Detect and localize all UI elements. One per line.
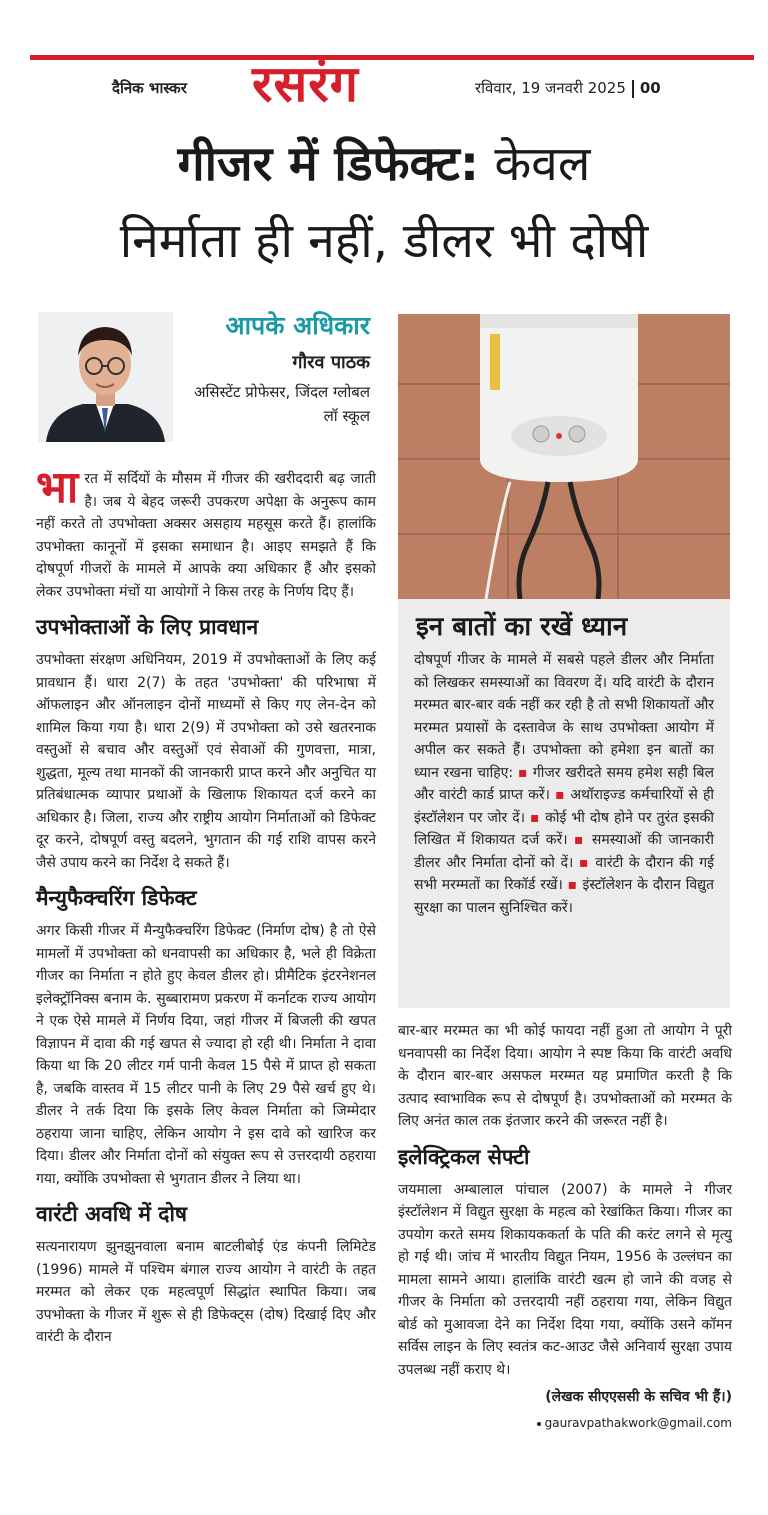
bullet-icon: ▪	[530, 809, 546, 826]
bullet-icon: ▪	[518, 764, 533, 781]
water-heater-icon	[398, 314, 730, 599]
newspaper-name: दैनिक भास्कर	[112, 79, 187, 97]
headline-line-1	[0, 135, 768, 193]
tips-box-text	[414, 649, 714, 919]
tips-box	[398, 599, 730, 1008]
author-email: gauravpathakwork@gmail.com	[544, 1416, 732, 1430]
bullet-icon: ▪	[555, 787, 571, 803]
article-column-right	[398, 1020, 732, 1430]
tip-item: समस्याओं की जानकारी डीलर और निर्माता दोनों को दें।	[414, 832, 714, 871]
bullet-dot-icon	[537, 1422, 541, 1426]
tip-item: गीजर खरीदते समय हमेश सही बिल और वारंटी कार्ड प्राप्त करें।	[414, 764, 714, 803]
section-text-provisions: उपभोक्ता संरक्षण अधिनियम, 2019 में उपभोक्ताओं के लिए कई प्रावधान हैं। धारा 2(7) के तहत 'उपभोक्ता' की परिभाषा में ऑफलाइन और ऑनलाइन दोनों माध्यमों से किए गए लेन-देन को शामिल किया गया है। धारा 2(9) में उपभोक्ता को उसे खतरनाक वस्तुओं से बचाव और वस्तुओं एवं सेवाओं की गुणवत्ता, मात्रा, शुद्धता, मूल्य तथा मानकों की जानकारी प्राप्त करने और अनुचित या प्रतिबंधात्मक व्यापार प्रथाओं के खिलाफ शिकायत दर्ज करने का अधिकार है। जिला, राज्य और राष्ट्रीय आयोग निर्माताओं को डिफेक्ट दूर करने, दोषपूर्ण वस्तु बदलने, भुगतान की गई राशि वापस करने जैसे उपाय करने का निर्देश दे सकते हैं।	[36, 652, 376, 871]
geyser-photo	[398, 314, 730, 599]
intro-text: रत में सर्दियों के मौसम में गीजर की खरीददारी बढ़ जाती है। जब ये बेहद जरूरी उपकरण अपेक्षा के अनुरूप काम नहीं करते तो उपभोक्ता अक्सर असहाय महसूस करते हैं। हालांकि उपभोक्ता कानूनों में इसका समाधान है। आइए समझते हैं कि दोषपूर्ण गीजरों के मामले में आपके क्या अधिकार हैं और इसको लेकर उपभोक्ता मंचों या आयोगों ने किस तरह के निर्णय दिए हैं।	[36, 471, 376, 600]
tips-box-intro: दोषपूर्ण गीजर के मामले में सबसे पहले डीलर और निर्माता को लिखकर समस्याओं का विवरण दें। यदि वारंटी के दौरान मरम्मत बार-बार वर्क नहीं कर रही है तो सभी शिकायतों और मरम्मत प्रयासों के दस्तावेज के साथ उपभोक्ता आयोग में अपील कर सकते हैं। उपभोक्ता को हमेशा इन बातों का ध्यान रखना चाहिए:	[414, 652, 714, 781]
section-text-manufacturing-defect: अगर किसी गीजर में मैन्युफैक्चरिंग डिफेक्ट (निर्माण दोष) है तो ऐसे मामलों में उपभोक्ता को धनवापसी का अधिकार है, भले ही विक्रेता गीजर का निर्माता न होते हुए केवल डीलर हो। प्रीमैटिक इंटरनेशनल इलेक्ट्रॉनिक्स बनाम के. सुब्बारामण प्रकरण में कर्नाटक राज्य आयोग ने एक ऐसे मामले में निर्णय दिया, जहां गीजर में बिजली की खपत विज्ञापन में दावा की गई खपत से ज्यादा हो रही थी। निर्माता ने दावा किया था कि 20 लीटर गर्म पानी केवल 15 पैसे में प्राप्त हो सकता है, जबकि वास्तव में 15 लीटर पानी के लिए 29 पैसे खर्च हुए थे। डीलर ने तर्क दिया कि इसके लिए केवल निर्माता को जिम्मेदार ठहराया जाना चाहिए, लेकिन आयोग ने इस दावे को खारिज कर दिया। डीलर और निर्माता दोनों को संयुक्त रूप से उत्तरदायी ठहराया गया, क्योंकि उपभोक्ता से भुगतान डीलर ने लिया था।	[36, 923, 376, 1187]
section-heading-provisions: उपभोक्ताओं के लिए प्रावधान	[36, 615, 259, 639]
author-credit: (लेखक सीएएससी के सचिव भी हैं।)	[545, 1389, 732, 1405]
section-heading-warranty-defect: वारंटी अवधि में दोष	[36, 1202, 188, 1226]
page-number: 00	[639, 79, 661, 97]
author-photo	[38, 312, 173, 442]
headline-line-2: निर्माता ही नहीं, डीलर भी दोषी	[119, 213, 649, 269]
masthead	[0, 55, 768, 122]
tips-box-title: इन बातों का रखें ध्यान	[416, 612, 628, 642]
masthead-red-rule	[30, 55, 754, 60]
section-text-warranty-defect: सत्यनारायण झुनझुनवाला बनाम बाटलीबोई एंड कंपनी लिमिटेड (1996) मामले में पश्चिम बंगाल राज्य आयोग ने वारंटी के तहत मरम्मत को लेकर एक महत्वपूर्ण सिद्धांत स्थापित किया। जब उपभोक्ता के गीजर में शुरू से ही डिफेक्ट्स (दोष) दिखाई दिए और वारंटी के दौरान	[36, 1239, 376, 1345]
dateline	[475, 78, 661, 98]
headline-rest: केवल	[479, 136, 591, 192]
supplement-brand-logo: रसरंग	[252, 55, 359, 113]
section-text-electrical-safety: जयमाला अम्बालाल पांचाल (2007) के मामले ने गीजर इंस्टॉलेशन में विद्युत सुरक्षा के महत्व को रेखांकित किया। गीजर का उपयोग करते समय शिकायककर्ता के पति की करंट लगने से मृत्यु हो गई थी। जांच में भारतीय विद्युत नियम, 1956 के उल्लंघन का मामला सामने आया। हालांकि वारंटी खत्म हो जाने की वजह से गीजर के निर्माता को उत्तरदायी नहीं ठहराया गया, लेकिन विद्युत बोर्ड को मुआवजा देने का निर्देश दिया गया, क्योंकि उसने कॉमन सर्विस लाइन के लिए स्वतंत्र कट-आउट जैसे अनिवार्य सुरक्षा उपाय उपलब्ध नहीं कराए थे।	[398, 1181, 732, 1378]
bullet-icon: ▪	[573, 832, 592, 848]
tip-item: वारंटी के दौरान की गई सभी मरम्मतों का रिकॉर्ड रखें।	[414, 854, 714, 893]
publication-date: रविवार, 19 जनवरी 2025	[475, 79, 626, 97]
intro-paragraph	[36, 462, 376, 603]
bullet-icon: ▪	[579, 854, 596, 871]
author-designation: असिस्टेंट प्रोफेसर, जिंदल ग्लोबल लॉ स्कूल	[194, 383, 370, 425]
dropcap: भा	[36, 462, 79, 513]
section-heading-electrical-safety: इलेक्ट्रिकल सेफ्टी	[398, 1144, 530, 1169]
headline-bold: गीजर में डिफेक्ट:	[177, 136, 480, 192]
tip-item: इंस्टॉलेशन के दौरान विद्युत सुरक्षा का पालन सुनिश्चित करें।	[414, 877, 715, 916]
tip-item: कोई भी दोष होने पर तुरंत इसकी लिखित में शिकायत दर्ज करें।	[414, 809, 714, 848]
author-name: गौरव पाठक	[292, 352, 370, 373]
tip-item: अथॉराइज्ड कर्मचारियों से ही इंस्टॉलेशन पर जोर दें।	[414, 787, 714, 826]
date-separator	[632, 80, 634, 98]
column-name: आपके अधिकार	[225, 311, 370, 340]
bullet-icon: ▪	[567, 877, 583, 893]
author-email-line	[398, 1416, 732, 1430]
section-text-warranty-continued: बार-बार मरम्मत का भी कोई फायदा नहीं हुआ तो आयोग ने पूरी धनवापसी का निर्देश दिया। आयोग ने स्पष्ट किया कि वारंटी अवधि के दौरान बार-बार असफल मरम्मत यह प्रमाणित करती है कि उत्पाद स्वाभाविक रूप से दोषपूर्ण है। उपभोक्ताओं को मरम्मत के लिए अनंत काल तक इंतजार करने की जरूरत नहीं है।	[398, 1023, 732, 1129]
author-portrait-icon	[38, 312, 173, 442]
article-column-left	[36, 462, 376, 1349]
section-heading-manufacturing-defect: मैन्युफैक्चरिंग डिफेक्ट	[36, 886, 197, 910]
